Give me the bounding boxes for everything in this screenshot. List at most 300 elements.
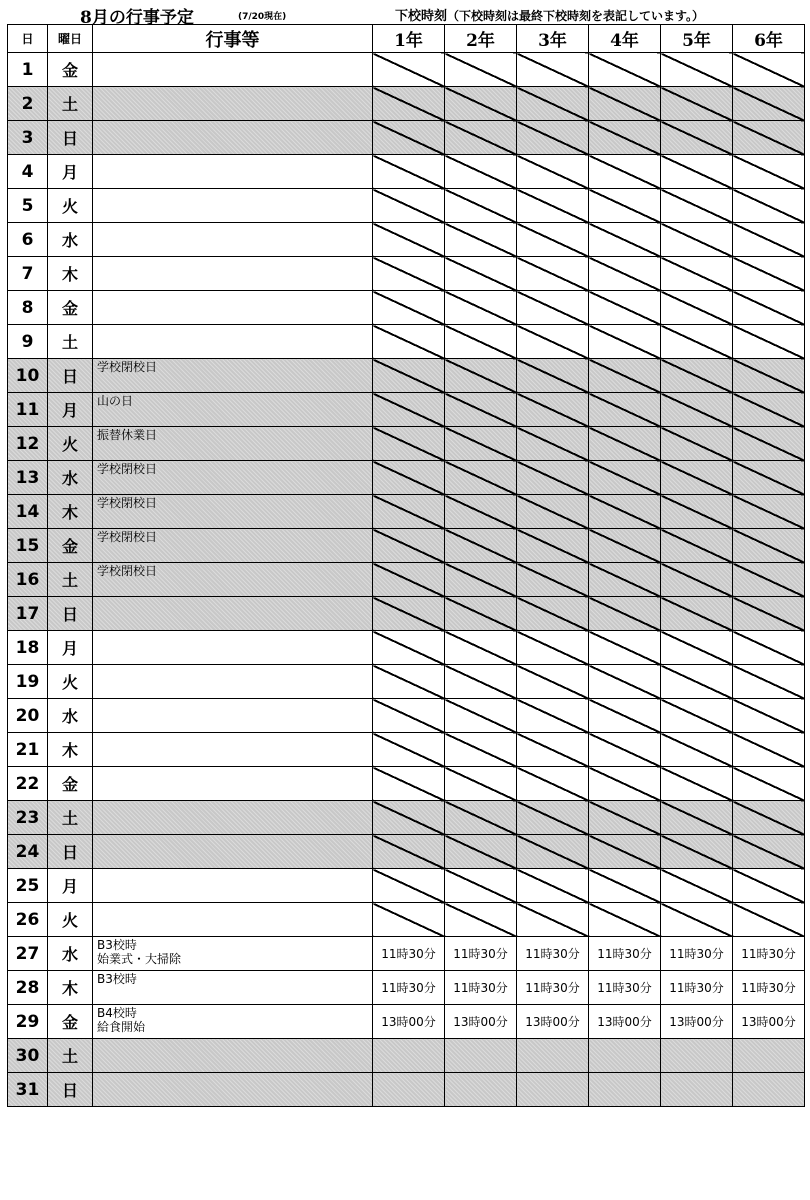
dismissal-none <box>517 291 589 325</box>
dismissal-none <box>661 393 733 427</box>
dismissal-none <box>445 733 517 767</box>
dismissal-none <box>517 155 589 189</box>
dismissal-none <box>445 155 517 189</box>
dismissal-none <box>733 121 805 155</box>
events-cell <box>93 393 373 427</box>
weekday: 金 <box>48 53 93 87</box>
day-number: 3 <box>8 121 48 155</box>
dismissal-heading <box>395 5 704 24</box>
dismissal-none <box>733 733 805 767</box>
dismissal-time: 11時30分 <box>445 971 517 1005</box>
dismissal-none <box>445 223 517 257</box>
day-row <box>8 801 805 835</box>
day-number: 23 <box>8 801 48 835</box>
dismissal-none <box>373 801 445 835</box>
dismissal-none <box>445 427 517 461</box>
dismissal-none <box>661 495 733 529</box>
dismissal-none <box>661 665 733 699</box>
weekday: 日 <box>48 835 93 869</box>
day-row <box>8 665 805 699</box>
dismissal-none <box>661 529 733 563</box>
day-row <box>8 359 805 393</box>
dismissal-none <box>373 869 445 903</box>
dismissal-none <box>733 835 805 869</box>
dismissal-none <box>373 291 445 325</box>
dismissal-none <box>517 903 589 937</box>
events-cell <box>93 1005 373 1039</box>
events-cell <box>93 665 373 699</box>
dismissal-time: 11時30分 <box>517 937 589 971</box>
dismissal-none <box>733 359 805 393</box>
dismissal-none <box>661 87 733 121</box>
events-cell <box>93 1039 373 1073</box>
dismissal-none <box>733 495 805 529</box>
dismissal-none <box>661 733 733 767</box>
events-cell <box>93 937 373 971</box>
dismissal-none <box>517 801 589 835</box>
day-number: 11 <box>8 393 48 427</box>
weekday: 土 <box>48 87 93 121</box>
event-text: 給食開始 <box>97 1020 146 1034</box>
dismissal-none <box>589 223 661 257</box>
dismissal-none <box>661 869 733 903</box>
event-text: B3校時 <box>97 972 137 986</box>
dismissal-time: 13時00分 <box>733 1005 805 1039</box>
dismissal-none <box>589 393 661 427</box>
dismissal-time <box>373 1073 445 1107</box>
events-cell <box>93 733 373 767</box>
dismissal-none <box>445 393 517 427</box>
dismissal-none <box>373 155 445 189</box>
dismissal-none <box>589 121 661 155</box>
weekday: 水 <box>48 461 93 495</box>
day-row <box>8 427 805 461</box>
day-number: 30 <box>8 1039 48 1073</box>
day-number: 24 <box>8 835 48 869</box>
events-cell <box>93 53 373 87</box>
dismissal-none <box>373 223 445 257</box>
weekday: 火 <box>48 903 93 937</box>
page-title: 8月の行事予定 <box>80 8 194 28</box>
schedule-table <box>7 24 805 1107</box>
day-number: 28 <box>8 971 48 1005</box>
dismissal-none <box>445 903 517 937</box>
events-cell <box>93 155 373 189</box>
day-number: 21 <box>8 733 48 767</box>
dismissal-none <box>373 767 445 801</box>
dismissal-none <box>733 767 805 801</box>
dismissal-none <box>589 801 661 835</box>
day-row <box>8 835 805 869</box>
dismissal-none <box>373 733 445 767</box>
dismissal-time: 13時00分 <box>445 1005 517 1039</box>
dismissal-none <box>373 563 445 597</box>
day-row <box>8 53 805 87</box>
dismissal-time: 11時30分 <box>589 971 661 1005</box>
dismissal-none <box>517 699 589 733</box>
dismissal-none <box>517 529 589 563</box>
weekday: 水 <box>48 937 93 971</box>
column-header-events: 行事等 <box>93 25 373 53</box>
events-cell <box>93 699 373 733</box>
event-text: 学校閉校日 <box>97 462 158 476</box>
events-cell <box>93 427 373 461</box>
day-row <box>8 87 805 121</box>
dismissal-none <box>661 835 733 869</box>
dismissal-none <box>517 325 589 359</box>
dismissal-none <box>733 257 805 291</box>
dismissal-time <box>733 1073 805 1107</box>
day-number: 4 <box>8 155 48 189</box>
dismissal-none <box>589 359 661 393</box>
event-text: 学校閉校日 <box>97 530 158 544</box>
dismissal-none <box>445 495 517 529</box>
weekday: 月 <box>48 631 93 665</box>
events-cell <box>93 121 373 155</box>
day-row <box>8 257 805 291</box>
day-row <box>8 597 805 631</box>
dismissal-time: 11時30分 <box>661 937 733 971</box>
dismissal-none <box>589 631 661 665</box>
as-of-date: (7/20現在) <box>238 12 287 22</box>
day-number: 26 <box>8 903 48 937</box>
dismissal-none <box>373 359 445 393</box>
dismissal-none <box>517 427 589 461</box>
dismissal-none <box>733 427 805 461</box>
weekday: 日 <box>48 1073 93 1107</box>
event-text: B4校時 <box>97 1006 137 1020</box>
dismissal-none <box>733 393 805 427</box>
header-row <box>8 25 805 53</box>
events-cell <box>93 291 373 325</box>
dismissal-none <box>373 597 445 631</box>
dismissal-none <box>733 291 805 325</box>
events-cell <box>93 597 373 631</box>
weekday: 月 <box>48 869 93 903</box>
weekday: 火 <box>48 189 93 223</box>
day-number: 22 <box>8 767 48 801</box>
events-cell <box>93 631 373 665</box>
dismissal-none <box>373 835 445 869</box>
day-row <box>8 1073 805 1107</box>
dismissal-none <box>661 563 733 597</box>
event-text: 学校閉校日 <box>97 564 158 578</box>
day-row <box>8 563 805 597</box>
events-cell <box>93 529 373 563</box>
event-text: 振替休業日 <box>97 428 158 442</box>
events-cell <box>93 223 373 257</box>
dismissal-time <box>517 1073 589 1107</box>
dismissal-none <box>373 665 445 699</box>
dismissal-none <box>589 87 661 121</box>
dismissal-none <box>373 53 445 87</box>
dismissal-none <box>733 563 805 597</box>
dismissal-none <box>589 767 661 801</box>
event-text: B3校時 <box>97 938 137 952</box>
day-row <box>8 529 805 563</box>
events-cell <box>93 461 373 495</box>
dismissal-none <box>733 699 805 733</box>
column-header-grade: 1年 <box>373 25 445 53</box>
dismissal-time <box>733 1039 805 1073</box>
day-row <box>8 223 805 257</box>
dismissal-title: 下校時刻 <box>395 9 448 24</box>
event-text: 山の日 <box>97 394 134 408</box>
day-row <box>8 869 805 903</box>
day-row <box>8 291 805 325</box>
dismissal-time <box>589 1073 661 1107</box>
day-row <box>8 155 805 189</box>
day-row <box>8 733 805 767</box>
dismissal-none <box>517 53 589 87</box>
day-row <box>8 121 805 155</box>
dismissal-none <box>733 597 805 631</box>
dismissal-none <box>589 529 661 563</box>
weekday: 金 <box>48 1005 93 1039</box>
dismissal-none <box>517 121 589 155</box>
weekday: 月 <box>48 155 93 189</box>
day-number: 12 <box>8 427 48 461</box>
day-number: 2 <box>8 87 48 121</box>
weekday: 土 <box>48 1039 93 1073</box>
day-number: 25 <box>8 869 48 903</box>
dismissal-time <box>373 1039 445 1073</box>
dismissal-none <box>517 223 589 257</box>
dismissal-time: 11時30分 <box>373 971 445 1005</box>
events-cell <box>93 767 373 801</box>
day-row <box>8 495 805 529</box>
day-row <box>8 971 805 1005</box>
dismissal-none <box>445 359 517 393</box>
column-header-grade: 5年 <box>661 25 733 53</box>
dismissal-none <box>517 359 589 393</box>
day-row <box>8 189 805 223</box>
dismissal-time: 11時30分 <box>517 971 589 1005</box>
dismissal-none <box>661 597 733 631</box>
weekday: 水 <box>48 699 93 733</box>
dismissal-none <box>517 665 589 699</box>
dismissal-none <box>661 631 733 665</box>
dismissal-none <box>373 427 445 461</box>
weekday: 水 <box>48 223 93 257</box>
dismissal-time: 11時30分 <box>661 971 733 1005</box>
dismissal-none <box>373 461 445 495</box>
dismissal-none <box>445 87 517 121</box>
dismissal-none <box>373 121 445 155</box>
day-number: 5 <box>8 189 48 223</box>
dismissal-none <box>445 257 517 291</box>
weekday: 日 <box>48 597 93 631</box>
day-number: 10 <box>8 359 48 393</box>
dismissal-none <box>733 325 805 359</box>
column-header-grade: 3年 <box>517 25 589 53</box>
dismissal-none <box>445 529 517 563</box>
dismissal-none <box>733 869 805 903</box>
events-cell <box>93 87 373 121</box>
dismissal-none <box>445 801 517 835</box>
dismissal-none <box>661 903 733 937</box>
events-cell <box>93 835 373 869</box>
dismissal-time: 11時30分 <box>733 937 805 971</box>
dismissal-time: 11時30分 <box>445 937 517 971</box>
day-number: 29 <box>8 1005 48 1039</box>
dismissal-none <box>445 767 517 801</box>
dismissal-none <box>445 665 517 699</box>
dismissal-none <box>733 665 805 699</box>
dismissal-none <box>445 699 517 733</box>
day-number: 6 <box>8 223 48 257</box>
dismissal-time <box>661 1039 733 1073</box>
dismissal-none <box>445 563 517 597</box>
dismissal-none <box>517 869 589 903</box>
dismissal-none <box>517 495 589 529</box>
day-row <box>8 767 805 801</box>
day-row <box>8 393 805 427</box>
dismissal-none <box>661 53 733 87</box>
dismissal-none <box>445 189 517 223</box>
dismissal-none <box>661 223 733 257</box>
events-cell <box>93 325 373 359</box>
column-header-day: 日 <box>8 25 48 53</box>
dismissal-none <box>589 495 661 529</box>
dismissal-none <box>373 325 445 359</box>
dismissal-none <box>445 121 517 155</box>
weekday: 土 <box>48 325 93 359</box>
dismissal-none <box>517 87 589 121</box>
dismissal-none <box>373 257 445 291</box>
dismissal-none <box>517 563 589 597</box>
dismissal-none <box>589 189 661 223</box>
dismissal-none <box>445 325 517 359</box>
event-text: 始業式・大掃除 <box>97 952 182 966</box>
day-row <box>8 325 805 359</box>
events-cell <box>93 1073 373 1107</box>
dismissal-none <box>661 359 733 393</box>
dismissal-none <box>517 393 589 427</box>
dismissal-none <box>373 903 445 937</box>
dismissal-none <box>661 189 733 223</box>
dismissal-time: 13時00分 <box>589 1005 661 1039</box>
dismissal-time <box>445 1073 517 1107</box>
events-cell <box>93 189 373 223</box>
day-number: 14 <box>8 495 48 529</box>
dismissal-time: 13時00分 <box>661 1005 733 1039</box>
dismissal-none <box>445 597 517 631</box>
column-header-weekday: 曜日 <box>48 25 93 53</box>
events-cell <box>93 801 373 835</box>
day-number: 13 <box>8 461 48 495</box>
dismissal-none <box>517 597 589 631</box>
dismissal-none <box>445 291 517 325</box>
weekday: 金 <box>48 529 93 563</box>
column-header-grade: 6年 <box>733 25 805 53</box>
dismissal-time <box>589 1039 661 1073</box>
weekday: 木 <box>48 257 93 291</box>
dismissal-time <box>661 1073 733 1107</box>
events-cell <box>93 971 373 1005</box>
dismissal-none <box>733 631 805 665</box>
dismissal-none <box>445 631 517 665</box>
events-cell <box>93 869 373 903</box>
weekday: 木 <box>48 495 93 529</box>
dismissal-none <box>661 325 733 359</box>
dismissal-none <box>589 563 661 597</box>
dismissal-none <box>589 53 661 87</box>
dismissal-none <box>589 869 661 903</box>
column-header-grade: 4年 <box>589 25 661 53</box>
dismissal-none <box>517 189 589 223</box>
weekday: 日 <box>48 121 93 155</box>
day-number: 8 <box>8 291 48 325</box>
dismissal-none <box>661 121 733 155</box>
dismissal-none <box>589 665 661 699</box>
day-row <box>8 1039 805 1073</box>
dismissal-none <box>445 869 517 903</box>
dismissal-none <box>661 767 733 801</box>
dismissal-none <box>373 699 445 733</box>
day-number: 16 <box>8 563 48 597</box>
dismissal-none <box>589 733 661 767</box>
day-row <box>8 937 805 971</box>
day-row <box>8 631 805 665</box>
dismissal-none <box>445 53 517 87</box>
event-text: 学校閉校日 <box>97 496 158 510</box>
dismissal-none <box>589 461 661 495</box>
dismissal-none <box>373 87 445 121</box>
dismissal-none <box>661 699 733 733</box>
day-row <box>8 699 805 733</box>
weekday: 火 <box>48 665 93 699</box>
dismissal-none <box>733 155 805 189</box>
dismissal-none <box>661 801 733 835</box>
dismissal-time <box>517 1039 589 1073</box>
events-cell <box>93 495 373 529</box>
dismissal-none <box>517 461 589 495</box>
dismissal-none <box>661 257 733 291</box>
event-text: 学校閉校日 <box>97 360 158 374</box>
dismissal-time: 13時00分 <box>373 1005 445 1039</box>
dismissal-none <box>589 427 661 461</box>
events-cell <box>93 257 373 291</box>
schedule-rows <box>8 53 805 1107</box>
dismissal-time: 11時30分 <box>589 937 661 971</box>
dismissal-none <box>373 189 445 223</box>
weekday: 月 <box>48 393 93 427</box>
dismissal-none <box>589 597 661 631</box>
day-number: 19 <box>8 665 48 699</box>
dismissal-note: （下校時刻は最終下校時刻を表記しています。） <box>447 9 705 23</box>
day-number: 18 <box>8 631 48 665</box>
day-row <box>8 903 805 937</box>
dismissal-none <box>733 223 805 257</box>
weekday: 金 <box>48 291 93 325</box>
dismissal-none <box>589 835 661 869</box>
weekday: 土 <box>48 563 93 597</box>
weekday: 金 <box>48 767 93 801</box>
dismissal-none <box>517 733 589 767</box>
dismissal-none <box>373 631 445 665</box>
day-number: 7 <box>8 257 48 291</box>
dismissal-none <box>733 529 805 563</box>
dismissal-none <box>661 155 733 189</box>
dismissal-none <box>733 87 805 121</box>
dismissal-none <box>733 189 805 223</box>
dismissal-time: 11時30分 <box>373 937 445 971</box>
dismissal-time: 11時30分 <box>733 971 805 1005</box>
day-row <box>8 461 805 495</box>
dismissal-none <box>661 427 733 461</box>
dismissal-none <box>445 835 517 869</box>
